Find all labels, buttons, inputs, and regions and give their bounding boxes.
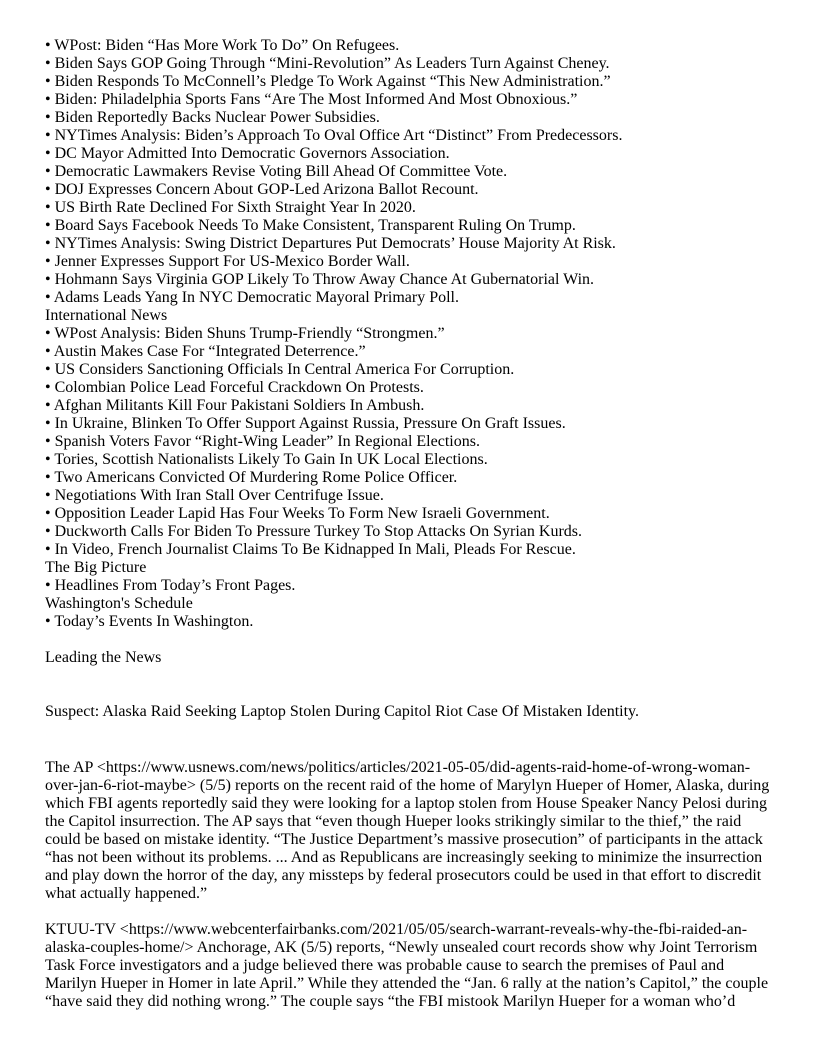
list-item[interactable]: • In Ukraine, Blinken To Offer Support Against Russia, Pressure On Graft Issues. [45, 415, 566, 432]
list-item[interactable]: • Colombian Police Lead Forceful Crackdown On Protests. [45, 379, 424, 396]
list-item[interactable]: • Biden Reportedly Backs Nuclear Power Subsidies. [45, 109, 380, 126]
list-item[interactable]: • In Video, French Journalist Claims To Be Kidnapped In Mali, Pleads For Rescue. [45, 541, 576, 558]
list-item[interactable]: • Duckworth Calls For Biden To Pressure Turkey To Stop Attacks On Syrian Kurds. [45, 523, 582, 540]
list-item[interactable]: • Today’s Events In Washington. [45, 613, 254, 630]
list-item[interactable]: • Afghan Militants Kill Four Pakistani Soldiers In Ambush. [45, 397, 425, 414]
list-item[interactable]: • DC Mayor Admitted Into Democratic Governors Association. [45, 145, 450, 162]
story-title: Suspect: Alaska Raid Seeking Laptop Stolen During Capitol Riot Case Of Mistaken Identity. [45, 703, 639, 720]
list-item[interactable]: • Negotiations With Iran Stall Over Centrifuge Issue. [45, 487, 384, 504]
list-item[interactable]: • Biden Says GOP Going Through “Mini-Revolution” As Leaders Turn Against Cheney. [45, 55, 610, 72]
list-item[interactable]: • US Birth Rate Declined For Sixth Straight Year In 2020. [45, 199, 416, 216]
list-item[interactable]: • Hohmann Says Virginia GOP Likely To Throw Away Chance At Gubernatorial Win. [45, 271, 595, 288]
list-item[interactable]: • Spanish Voters Favor “Right-Wing Leader” In Regional Elections. [45, 433, 480, 450]
list-item[interactable]: • Two Americans Convicted Of Murdering Rome Police Officer. [45, 469, 458, 486]
list-item[interactable]: • Opposition Leader Lapid Has Four Weeks To Form New Israeli Government. [45, 505, 550, 522]
list-item[interactable]: • WPost Analysis: Biden Shuns Trump-Friendly “Strongmen.” [45, 325, 445, 342]
list-item[interactable]: • NYTimes Analysis: Swing District Departures Put Democrats’ House Majority At Risk. [45, 235, 616, 252]
list-item[interactable]: • DOJ Expresses Concern About GOP-Led Arizona Ballot Recount. [45, 181, 479, 198]
list-item[interactable]: • Adams Leads Yang In NYC Democratic Mayoral Primary Poll. [45, 289, 459, 306]
list-item[interactable]: • Biden: Philadelphia Sports Fans “Are The Most Informed And Most Obnoxious.” [45, 91, 578, 108]
list-item[interactable]: • Jenner Expresses Support For US-Mexico Border Wall. [45, 253, 410, 270]
list-item[interactable]: • WPost: Biden “Has More Work To Do” On Refugees. [45, 37, 400, 54]
list-item[interactable]: • US Considers Sanctioning Officials In Central America For Corruption. [45, 361, 515, 378]
list-item[interactable]: • Biden Responds To McConnell’s Pledge To Work Against “This New Administration.” [45, 73, 611, 90]
story-paragraph: The AP <https://www.usnews.com/news/politics/articles/2021-05-05/did-agents-raid-home-of-wrong-woman-over-jan-6-riot-maybe> (5/5) reports on the recent raid of the home of Marylyn Hueper of Homer, Alaska, during which FBI agents reportedly said they were looking for a laptop stolen from House Speaker Nancy Pelosi during the Capitol insurrection. The AP says that “even though Hueper looks strikingly similar to the thief,” the raid could be based on mistake identity. “The Justice Department’s massive prosecution” of participants in the attack “has not been without its problems. ... And as Republicans are increasingly seeking to minimize the insurrection and play down the horror of the day, any missteps by federal prosecutors could be used in that effort to discredit what actually happened.” [45, 759, 770, 902]
list-item[interactable]: • NYTimes Analysis: Biden’s Approach To Oval Office Art “Distinct” From Predecessors. [45, 127, 623, 144]
section-heading-leading-news: Leading the News [45, 649, 162, 666]
story-paragraph: KTUU-TV <https://www.webcenterfairbanks.com/2021/05/05/search-warrant-reveals-why-the-fbi-raided-an-alaska-couples-home/> Anchorage, AK (5/5) reports, “Newly unsealed court records show why Joint Terrorism Task Force investigators and a judge believed there was probable cause to search the premises of Paul and Marilyn Hueper in Homer in late April.” While they attended the “Jan. 6 rally at the nation’s Capitol,” the couple “have said they did nothing wrong.” The couple says “the FBI mistook Marilyn Hueper for a woman who’d [45, 921, 769, 1010]
list-item[interactable]: • Tories, Scottish Nationalists Likely To Gain In UK Local Elections. [45, 451, 488, 468]
section-heading-big-picture: The Big Picture [45, 559, 147, 576]
domestic-news-list [45, 37, 771, 307]
list-item[interactable]: • Board Says Facebook Needs To Make Consistent, Transparent Ruling On Trump. [45, 217, 576, 234]
list-item[interactable]: • Austin Makes Case For “Integrated Deterrence.” [45, 343, 366, 360]
list-item[interactable]: • Headlines From Today’s Front Pages. [45, 577, 296, 594]
section-heading-schedule: Washington's Schedule [45, 595, 193, 612]
international-news-list [45, 325, 771, 559]
list-item[interactable]: • Democratic Lawmakers Revise Voting Bill Ahead Of Committee Vote. [45, 163, 508, 180]
section-heading-international: International News [45, 307, 168, 324]
